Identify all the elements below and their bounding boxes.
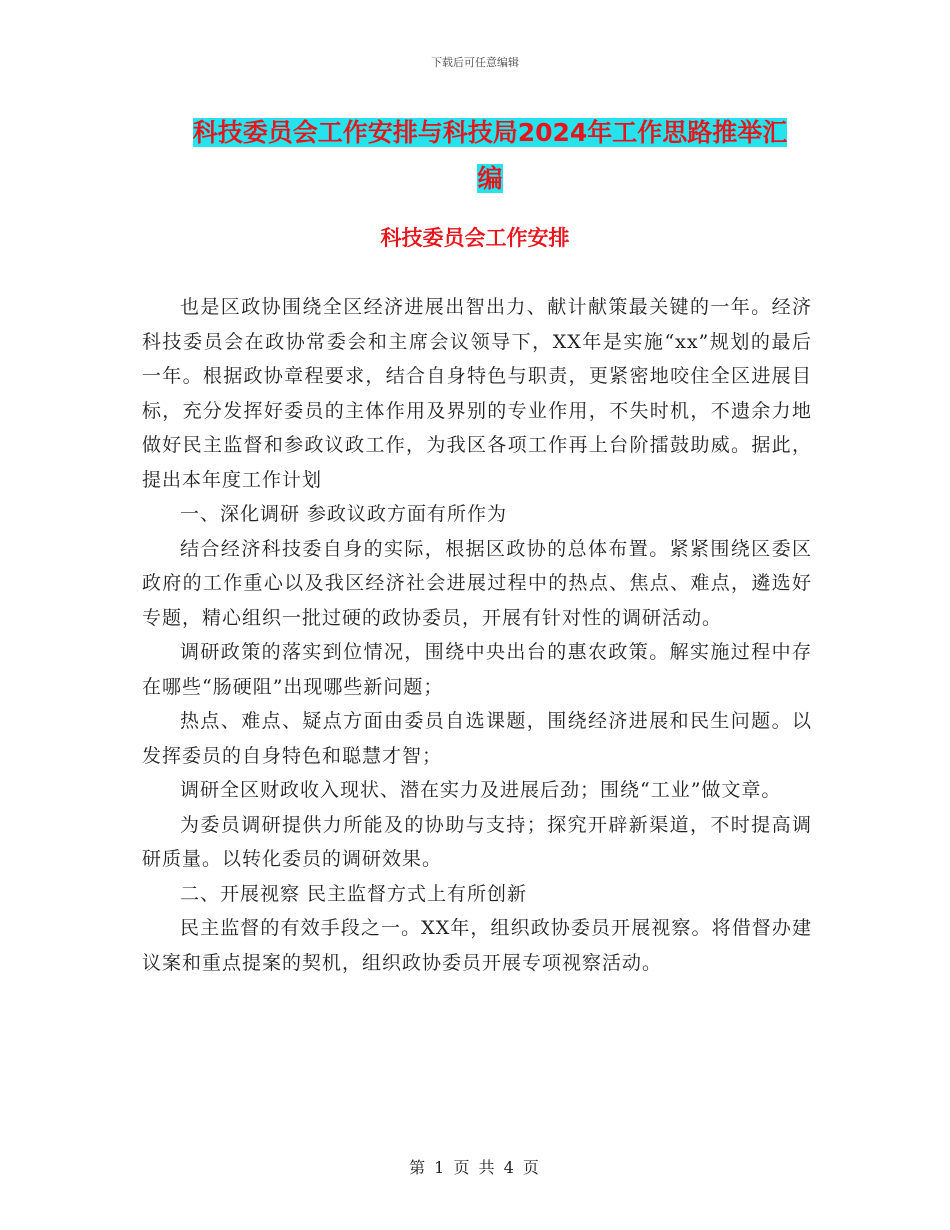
paragraph: 民主监督的有效手段之一。XX年，组织政协委员开展视察。将借督办建议案和重点提案的契机，组织政协委员开展专项视察活动。 [142, 917, 812, 974]
paragraph-heading: 一、深化调研 参政议政方面有所作为 [180, 503, 508, 525]
paragraph: 结合经济科技委自身的实际，根据区政协的总体布置。紧紧围绕区委区政府的工作重心以及我区经济社会进展过程中的热点、焦点、难点，遴选好专题，精心组织一批过硬的政协委员，开展有针对性的调研活动。 [142, 537, 812, 629]
document-body [142, 290, 812, 980]
document-title [140, 110, 840, 202]
page-number-footer: 第 1 页 共 4 页 [409, 1158, 541, 1177]
paragraph: 调研政策的落实到位情况，围绕中央出台的惠农政策。解实施过程中存在哪些“肠硬阻”出现哪些新问题； [142, 641, 812, 698]
title-line-1: 科技委员会工作安排与科技局2024年工作思路推举汇 [192, 118, 788, 147]
paragraph: 也是区政协围绕全区经济进展出智出力、献计献策最关键的一年。经济科技委员会在政协常委会和主席会议领导下，XX年是实施“xx”规划的最后一年。根据政协章程要求，结合自身特色与职责，更紧密地咬住全区进展目标，充分发挥好委员的主体作用及界别的专业作用，不失时机，不遗余力地做好民主监督和参政议政工作，为我区各项工作再上台阶擂鼓助威。据此，提出本年度工作计划 [142, 296, 812, 491]
paragraph-heading: 二、开展视察 民主监督方式上有所创新 [180, 882, 528, 905]
title-line-2: 编 [477, 164, 503, 193]
paragraph: 为委员调研提供力所能及的协助与支持；探究开辟新渠道，不时提高调研质量。以转化委员的调研效果。 [142, 813, 812, 870]
paragraph: 热点、难点、疑点方面由委员自选课题，围绕经济进展和民生问题。以发挥委员的自身特色和聪慧才智； [142, 710, 812, 767]
paragraph: 调研全区财政收入现状、潜在实力及进展后劲；围绕“工业”做文章。 [180, 779, 782, 801]
section-title: 科技委员会工作安排 [380, 226, 570, 250]
header-note: 下载后可任意编辑 [431, 56, 519, 69]
